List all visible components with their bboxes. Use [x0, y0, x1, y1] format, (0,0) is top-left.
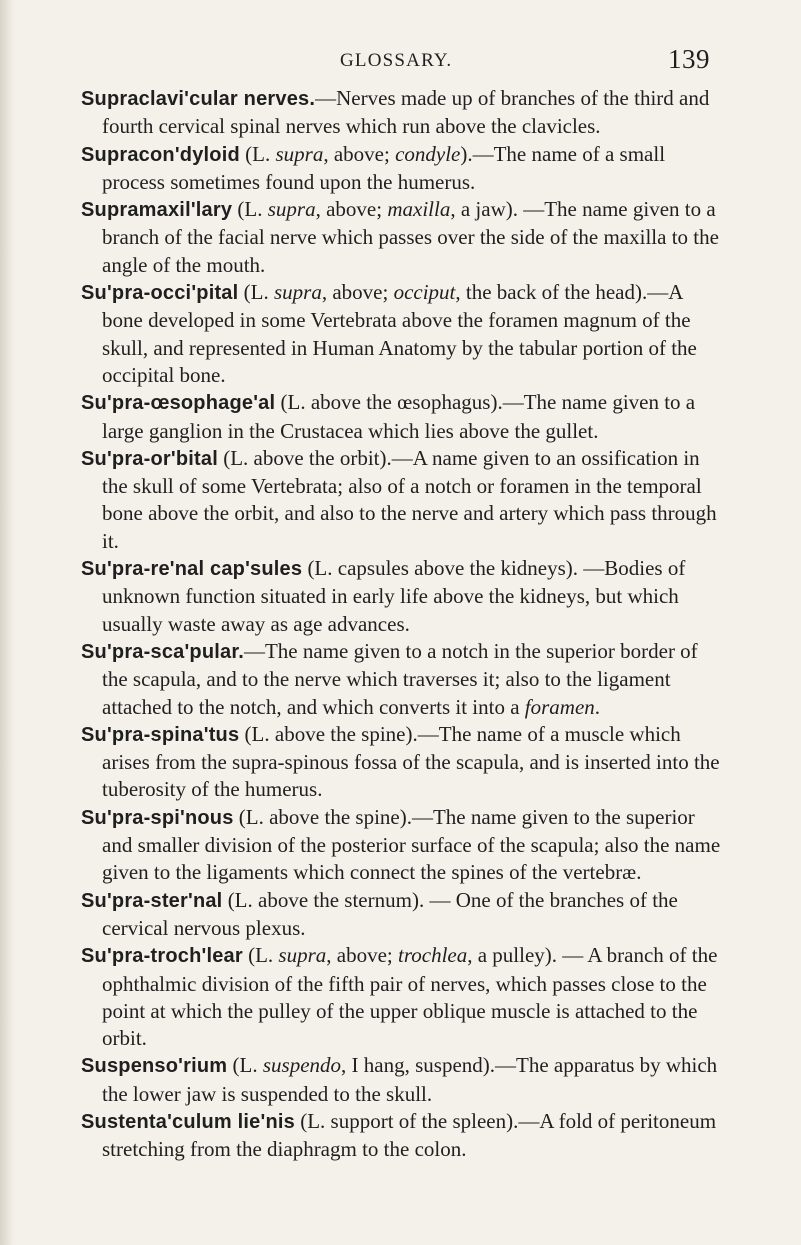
- glossary-entry: [81, 279, 721, 389]
- running-title: GLOSSARY.: [340, 50, 453, 71]
- entry-headword: Supramaxil'lary: [81, 199, 233, 222]
- entry-text: , a jaw). —The name given to a branch of the facial nerve which passes over the side of the maxilla to the angle of the mouth.: [102, 197, 719, 277]
- page-number: 139: [668, 44, 710, 74]
- entry-headword: Su'pra-troch'lear: [81, 945, 243, 968]
- entry-headword: Su'pra-œsophage'al: [81, 392, 276, 415]
- entry-headword: Su'pra-or'bital: [81, 447, 218, 470]
- entry-headword: Su'pra-ster'nal: [81, 889, 223, 912]
- entry-headword: Su'pra-spina'tus: [81, 723, 240, 746]
- latin-term: supra: [278, 943, 327, 968]
- entry-text: (L.: [239, 141, 276, 166]
- latin-term: supra: [273, 280, 322, 305]
- page-edge-shadow: [0, 0, 14, 1245]
- entry-headword: Supraclavi'cular nerves.: [81, 88, 316, 110]
- entry-text: , above;: [323, 141, 396, 166]
- entry-text: —The name given to a notch in the superior border of the scapula, and to the nerve which traverses it; also to the ligament attached to the notch, and which converts it into a: [102, 638, 698, 719]
- glossary-entry: [81, 638, 721, 721]
- entry-headword: Su'pra-spi'nous: [81, 806, 234, 829]
- entry-text: , a pulley). — A branch of the ophthalmic division of the fifth pair of nerves, which passes close to the point at which the pulley of the upper oblique muscle is attached to the orbit.: [102, 943, 718, 1051]
- entry-text: , above;: [321, 280, 394, 305]
- glossary-entry: [81, 445, 721, 555]
- entry-text: .: [594, 694, 601, 719]
- entry-headword: Supracon'dyloid: [81, 143, 240, 166]
- entry-text: (L. capsules above the kidneys). —Bodies of unknown function situated in early life above the kidneys, but which usually waste away as age advances.: [102, 556, 686, 636]
- entry-headword: Su'pra-occi'pital: [81, 282, 239, 305]
- latin-term: supra: [275, 141, 324, 166]
- running-head: [0, 44, 801, 90]
- entry-headword: Suspenso'rium: [81, 1055, 228, 1078]
- glossary-entry: [81, 942, 721, 1052]
- entry-text: ).—The name of a small process sometimes found upon the humerus.: [102, 141, 666, 194]
- entry-text: , the back of the head).—A bone developed in some Vertebrata above the foramen magnum of the skull, and represented in Human Anatomy by the tabular portion of the occipital bone.: [102, 280, 697, 387]
- glossary-entry: [81, 141, 721, 197]
- glossary-entry: [81, 389, 721, 445]
- entry-text: (L. support of the spleen).—A fold of peritoneum stretching from the diaphragm to the colon.: [102, 1108, 717, 1162]
- glossary-entry: [81, 196, 721, 279]
- latin-term: trochlea: [398, 943, 468, 968]
- entry-text: —Nerves made up of branches of the third and fourth cervical spinal nerves which run above the clavicles.: [102, 86, 710, 139]
- entry-headword: Su'pra-re'nal cap'sules: [81, 558, 303, 581]
- glossary-entries: [81, 85, 721, 1164]
- glossary-entry: [81, 1052, 721, 1108]
- latin-term: foramen: [524, 694, 595, 719]
- entry-text: , I hang, suspend).—The apparatus by which the lower jaw is suspended to the skull.: [102, 1053, 718, 1106]
- entry-text: , above;: [326, 943, 399, 968]
- entry-text: (L.: [238, 280, 274, 305]
- entry-text: (L. above the orbit).—A name given to an ossification in the skull of some Vertebrata; also of a notch or foramen in the temporal bone above the orbit, and also to the nerve and artery which pass through it.: [102, 445, 717, 553]
- entry-text: (L. above the spine).—The name of a muscle which arises from the supra-spinous fossa of the scapula, and is inserted into the tuberosity of the humerus.: [102, 721, 720, 802]
- latin-term: maxilla: [387, 197, 451, 222]
- glossary-entry: [81, 721, 721, 804]
- latin-term: supra: [267, 197, 316, 222]
- glossary-entry: [81, 887, 721, 943]
- entry-text: (L. above the sternum). — One of the branches of the cervical nervous plexus.: [102, 887, 678, 940]
- glossary-entry: [81, 555, 721, 638]
- glossary-entry: [81, 85, 721, 141]
- entry-headword: Sustenta'culum lie'nis: [81, 1110, 295, 1133]
- glossary-entry: [81, 804, 721, 887]
- entry-text: (L.: [227, 1053, 263, 1078]
- entry-text: , above;: [315, 197, 388, 222]
- glossary-entry: [81, 1108, 721, 1164]
- entry-text: (L. above the œsophagus).—The name given to a large ganglion in the Crustacea which lies above the gullet.: [102, 390, 696, 443]
- latin-term: occiput: [393, 280, 456, 305]
- latin-term: suspendo: [262, 1053, 342, 1078]
- entry-text: (L.: [242, 943, 279, 968]
- latin-term: condyle: [395, 141, 461, 166]
- entry-headword: Su'pra-sca'pular.: [81, 640, 244, 663]
- entry-text: (L.: [232, 197, 268, 222]
- entry-text: (L. above the spine).—The name given to the superior and smaller division of the posterior surface of the scapula; also the name given to the ligaments which connect the spines of the vertebræ.: [102, 804, 721, 885]
